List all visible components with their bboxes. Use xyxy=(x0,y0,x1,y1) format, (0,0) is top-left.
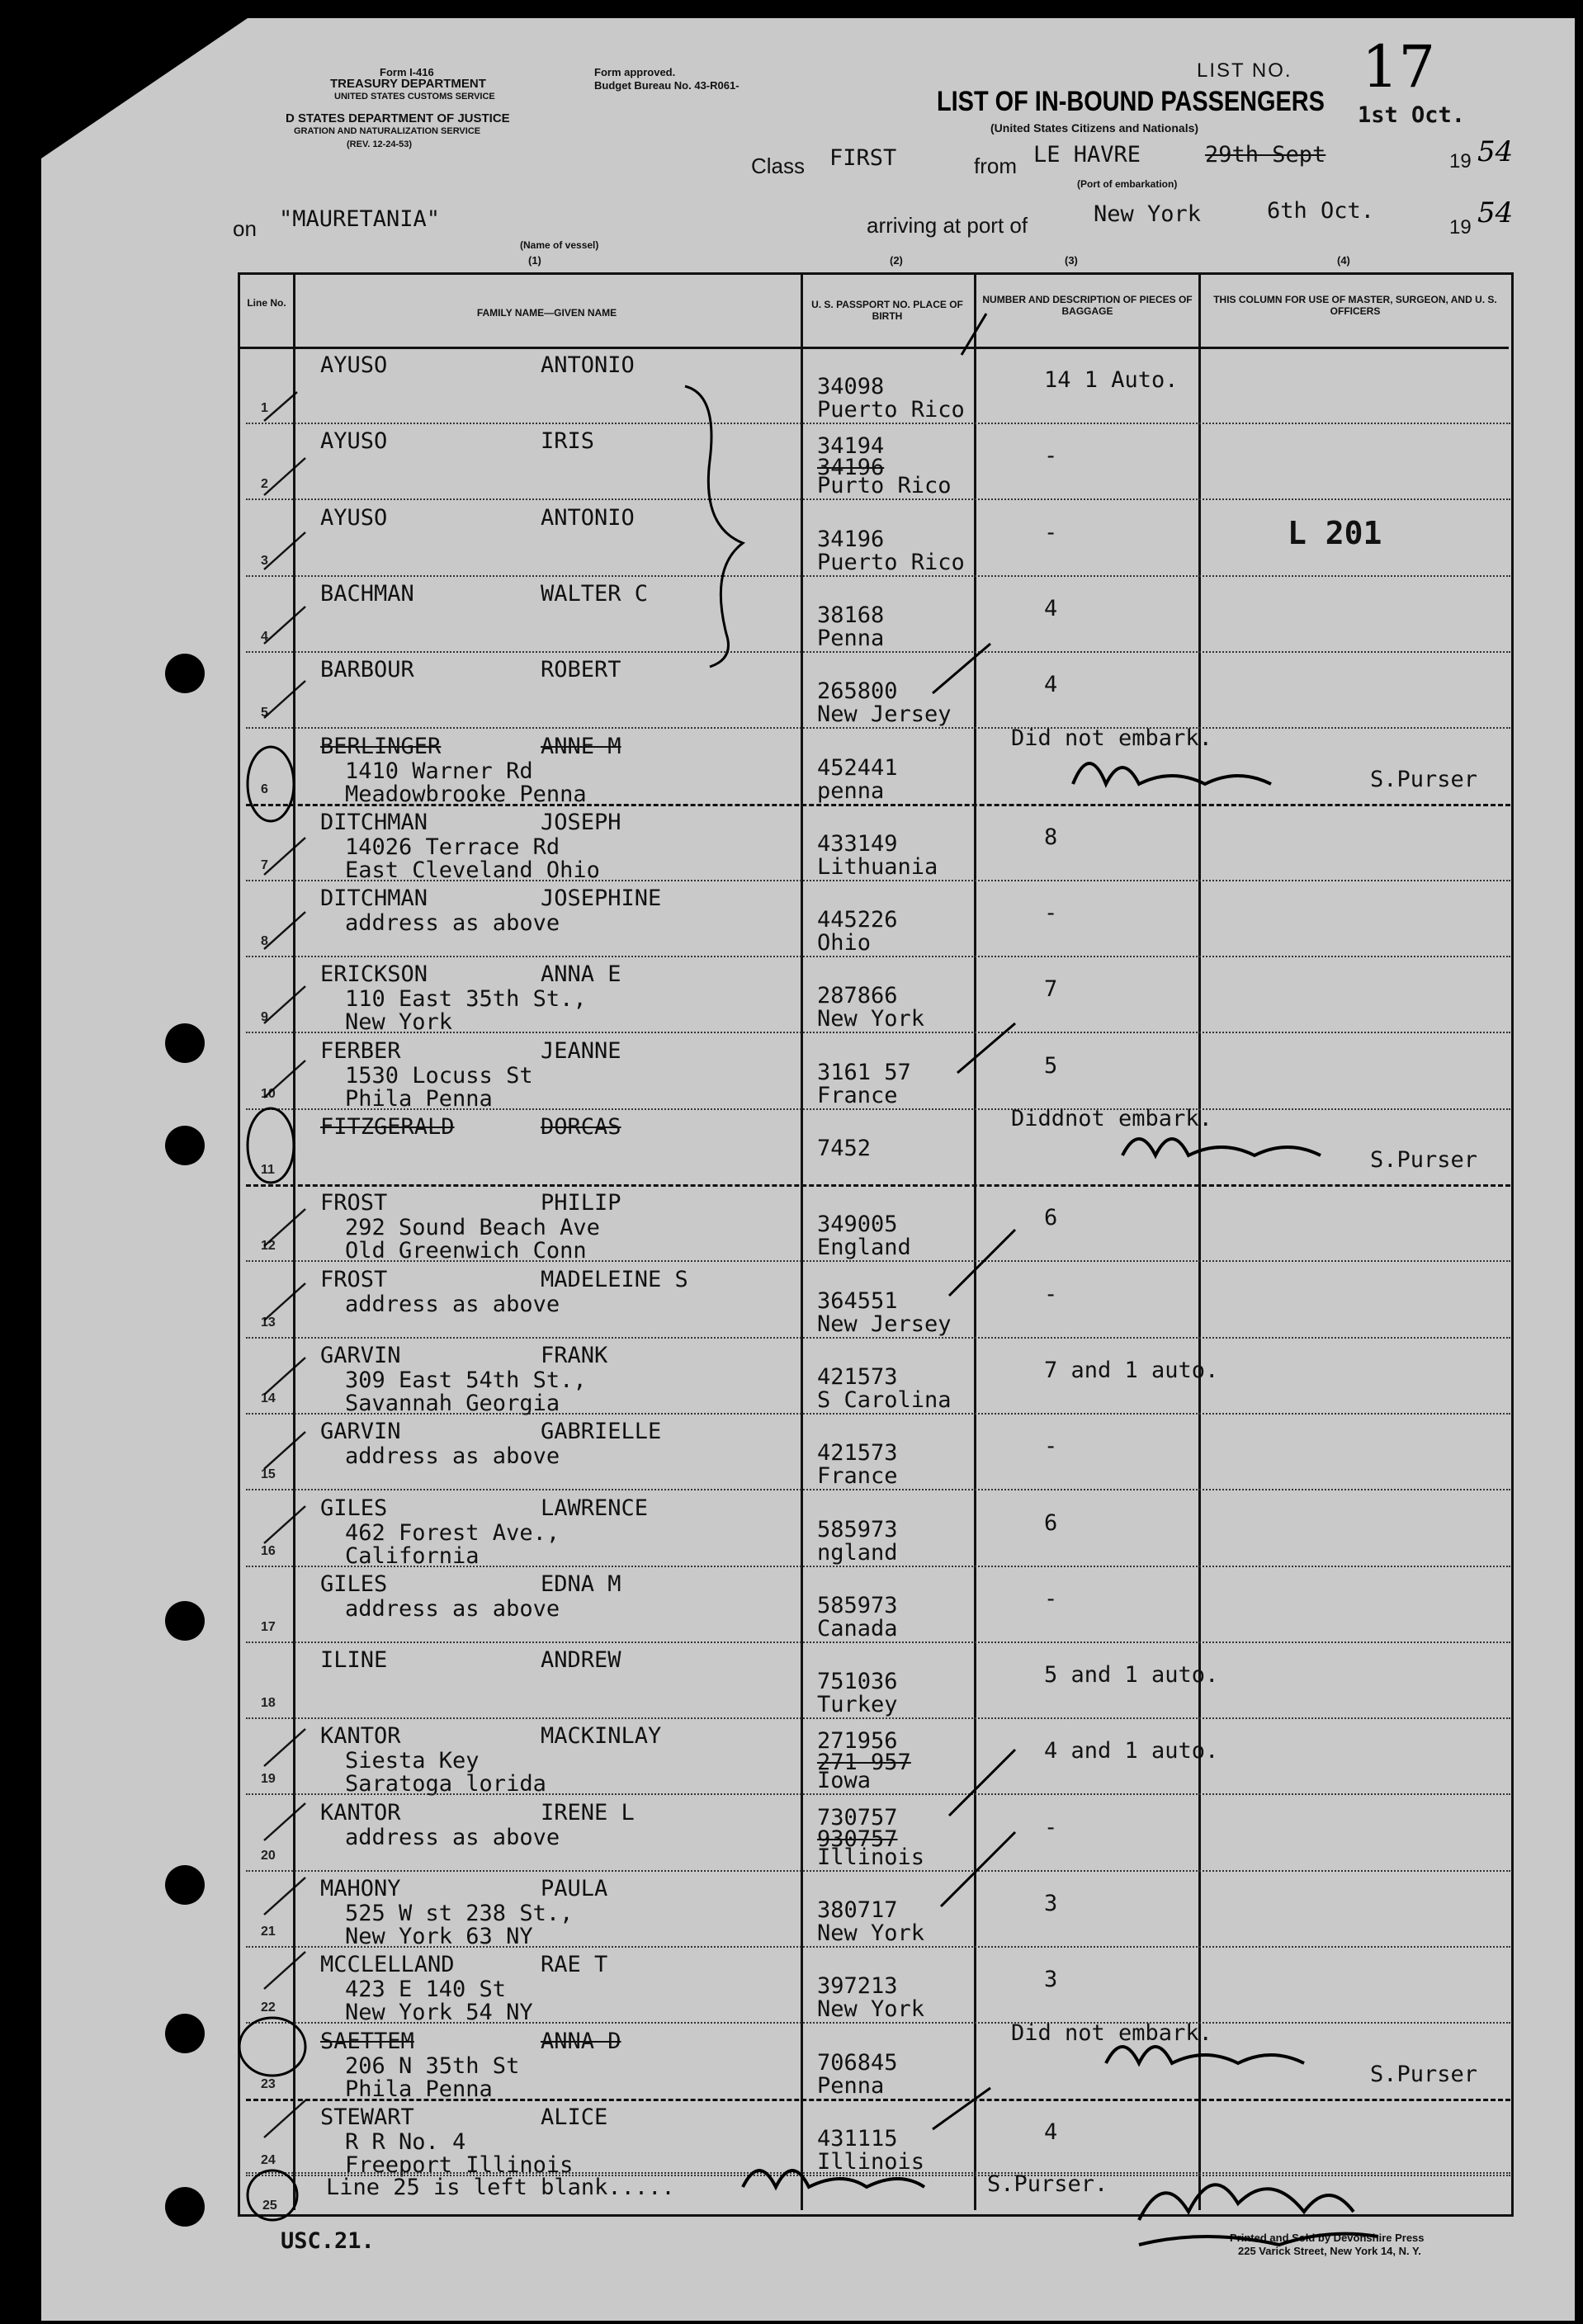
passport-number: 38168 xyxy=(817,602,885,628)
line-number: 1 xyxy=(261,401,268,415)
arrival-date: 6th Oct. xyxy=(1267,198,1375,224)
passport-number: 287866 xyxy=(817,983,898,1008)
address-line-1: 206 N 35th St xyxy=(345,2053,520,2079)
birth-place: England xyxy=(817,1235,911,1260)
arrival-year-handwritten: 54 xyxy=(1477,196,1514,229)
given-name: ANNA E xyxy=(541,961,621,987)
baggage: 4 xyxy=(1044,2119,1058,2145)
family-name: FROST xyxy=(320,1267,388,1292)
passport-number-alt: 271 957 xyxy=(817,1750,911,1775)
embarkation-date-struck: 29th Sept xyxy=(1205,142,1326,168)
line-number: 21 xyxy=(261,1925,276,1939)
given-name: ANDREW xyxy=(541,1647,621,1673)
given-name: LAWRENCE xyxy=(541,1495,649,1521)
family-name: BACHMAN xyxy=(320,581,414,607)
pen-stroke xyxy=(264,1729,305,1766)
tick-mark xyxy=(933,644,990,693)
family-name: STEWART xyxy=(320,2104,414,2130)
circle-mark xyxy=(239,2018,305,2076)
passport-number: 34194 xyxy=(817,433,885,459)
embarkation-port: LE HAVRE xyxy=(1033,142,1141,168)
family-name: GARVIN xyxy=(320,1419,401,1444)
passport-number: 421573 xyxy=(817,1440,898,1466)
pen-stroke xyxy=(264,1432,305,1469)
baggage: 3 xyxy=(1044,1967,1058,1992)
arriving-label: arriving at port of xyxy=(867,213,1028,238)
birth-place: Ohio xyxy=(817,930,872,956)
line-number: 16 xyxy=(261,1544,276,1558)
given-name: MACKINLAY xyxy=(541,1723,662,1749)
line-number: 14 xyxy=(261,1391,276,1405)
given-name: ANNE M xyxy=(541,734,621,759)
family-name: FITZGERALD xyxy=(320,1114,455,1140)
baggage: 3 xyxy=(1044,1891,1058,1916)
address-line-1: Siesta Key xyxy=(345,1748,480,1774)
family-name: FROST xyxy=(320,1190,388,1216)
circle-mark xyxy=(248,747,294,821)
address-line-1: 462 Forest Ave., xyxy=(345,1520,560,1546)
birth-place: Penna xyxy=(817,2073,885,2099)
tick-mark xyxy=(949,1230,1015,1296)
line-number: 2 xyxy=(261,477,268,491)
signature-scribble xyxy=(1073,763,1271,784)
address-line-1: 309 East 54th St., xyxy=(345,1367,587,1393)
baggage: 7 and 1 auto. xyxy=(1044,1358,1219,1383)
line-number: 5 xyxy=(261,706,268,720)
pen-stroke xyxy=(264,912,305,949)
tick-mark xyxy=(962,314,986,355)
baggage: Did not embark. xyxy=(1011,725,1212,751)
pen-stroke xyxy=(264,1358,305,1395)
pen-stroke xyxy=(264,1506,305,1543)
baggage: 4 and 1 auto. xyxy=(1044,1738,1219,1764)
line-number: 15 xyxy=(261,1467,276,1481)
passport-number: 34098 xyxy=(817,374,885,399)
family-name: KANTOR xyxy=(320,1800,401,1826)
family-name: BERLINGER xyxy=(320,734,442,759)
line-number: 17 xyxy=(261,1620,276,1634)
pen-stroke xyxy=(264,392,297,421)
from-label: from xyxy=(974,154,1017,178)
family-name: ERICKSON xyxy=(320,961,428,987)
given-name: JOSEPHINE xyxy=(541,886,662,911)
given-name: GABRIELLE xyxy=(541,1419,662,1444)
line-number: 13 xyxy=(261,1316,276,1330)
family-name: BARBOUR xyxy=(320,657,414,683)
class-label: Class xyxy=(751,154,806,178)
birth-place: New York xyxy=(817,1006,925,1032)
officer-note: S.Purser xyxy=(1370,767,1478,792)
address-line-2: Phila Penna xyxy=(345,2076,493,2102)
address-line-2: East Cleveland Ohio xyxy=(345,857,600,883)
address-line-2: New York 54 NY xyxy=(345,2000,533,2025)
line-number: 4 xyxy=(261,630,268,644)
address-line-1: address as above xyxy=(345,1292,560,1317)
tick-mark xyxy=(957,1023,1015,1073)
treasury-dept: TREASURY DEPARTMENT xyxy=(330,77,486,91)
line-number: 24 xyxy=(261,2153,276,2167)
passport-number: 706845 xyxy=(817,2050,898,2076)
tick-mark xyxy=(933,2088,990,2129)
passport-number-alt: 930757 xyxy=(817,1826,898,1852)
line-number: 25 xyxy=(262,2199,277,2213)
baggage: 5 xyxy=(1044,1053,1058,1079)
baggage: 5 and 1 auto. xyxy=(1044,1662,1219,1688)
on-label: on xyxy=(233,216,257,241)
passport-number: 380717 xyxy=(817,1897,898,1923)
birth-place: penna xyxy=(817,778,885,804)
address-line-1: 292 Sound Beach Ave xyxy=(345,1215,600,1240)
year-handwritten: 54 xyxy=(1477,135,1514,168)
given-name: EDNA M xyxy=(541,1571,621,1597)
address-line-2: New York 63 NY xyxy=(345,1924,533,1949)
arrival-year-prefix: 19 xyxy=(1449,216,1472,239)
passport-number: 265800 xyxy=(817,678,898,704)
pen-stroke xyxy=(264,458,305,495)
birth-place: France xyxy=(817,1463,898,1489)
given-name: ALICE xyxy=(541,2104,608,2130)
port-caption: (Port of embarkation) xyxy=(1077,178,1178,190)
baggage: - xyxy=(1044,1282,1058,1307)
family-name: MCCLELLAND xyxy=(320,1952,455,1977)
address-line-1: address as above xyxy=(345,1443,560,1469)
passport-number: 421573 xyxy=(817,1364,898,1390)
line25-purser: S.Purser. xyxy=(987,2171,1108,2197)
line-number: 9 xyxy=(261,1010,268,1024)
address-line-1: 14026 Terrace Rd xyxy=(345,834,560,860)
birth-place: Puerto Rico xyxy=(817,550,965,575)
class-value: FIRST xyxy=(829,145,897,171)
passport-number: 751036 xyxy=(817,1669,898,1694)
address-line-2: Saratoga lorida xyxy=(345,1771,546,1797)
list-subtitle: (United States Citizens and Nationals) xyxy=(990,121,1199,135)
passport-number: 364551 xyxy=(817,1288,898,1314)
birth-place: New Jersey xyxy=(817,1311,952,1337)
address-line-1: address as above xyxy=(345,910,560,936)
birth-place: Purto Rico xyxy=(817,473,952,498)
address-line-1: 1530 Locuss St xyxy=(345,1063,533,1089)
list-number: 17 xyxy=(1362,33,1436,101)
birth-place: Illinois xyxy=(817,1845,925,1870)
line-number: 12 xyxy=(261,1239,276,1253)
given-name: RAE T xyxy=(541,1952,608,1977)
passport-number: 585973 xyxy=(817,1517,898,1542)
given-name: IRIS xyxy=(541,428,595,454)
list-title: LIST OF IN-BOUND PASSENGERS xyxy=(937,86,1325,117)
col-header-passport: U. S. PASSPORT NO. PLACE OF BIRTH xyxy=(811,299,963,322)
passport-number: 3161 57 xyxy=(817,1060,911,1085)
birth-place: Penna xyxy=(817,626,885,651)
address-line-1: address as above xyxy=(345,1596,560,1622)
address-line-1: R R No. 4 xyxy=(345,2129,466,2155)
form-revision: (REV. 12-24-53) xyxy=(347,139,413,149)
passport-number: 730757 xyxy=(817,1805,898,1830)
baggage: - xyxy=(1044,443,1058,469)
justice-dept: D STATES DEPARTMENT OF JUSTICE xyxy=(286,111,510,125)
given-name: ANTONIO xyxy=(541,352,635,378)
pen-stroke xyxy=(264,2100,305,2137)
col-num-4: (4) xyxy=(1337,254,1350,267)
col-header-line-no: Line No. xyxy=(247,297,286,309)
passport-number: 271956 xyxy=(817,1728,898,1754)
family-name: AYUSO xyxy=(320,505,388,531)
birth-place: France xyxy=(817,1083,898,1108)
baggage: Diddnot embark. xyxy=(1011,1106,1212,1131)
birth-place: New Jersey xyxy=(817,701,952,727)
form-approved: Form approved. xyxy=(594,66,676,78)
birth-place: Iowa xyxy=(817,1768,872,1793)
given-name: DORCAS xyxy=(541,1114,621,1140)
birth-place: S Carolina xyxy=(817,1387,952,1413)
signature-scribble xyxy=(743,2170,924,2187)
tick-mark xyxy=(949,1750,1015,1816)
family-name: GILES xyxy=(320,1571,388,1597)
col-header-baggage: NUMBER AND DESCRIPTION OF PIECES OF BAGGAGE xyxy=(982,294,1193,317)
pen-stroke xyxy=(264,681,305,718)
col-num-3: (3) xyxy=(1065,254,1078,267)
pen-stroke xyxy=(264,1060,305,1098)
given-name: PAULA xyxy=(541,1876,608,1901)
baggage: - xyxy=(1044,1815,1058,1840)
pen-stroke xyxy=(264,838,305,875)
line-number: 19 xyxy=(261,1772,276,1786)
officer-note: S.Purser xyxy=(1370,2062,1478,2087)
col-num-1: (1) xyxy=(528,254,541,267)
date-top: 1st Oct. xyxy=(1358,102,1466,128)
birth-place: Lithuania xyxy=(817,854,938,880)
baggage: 8 xyxy=(1044,824,1058,850)
address-line-1: 1410 Warner Rd xyxy=(345,758,533,784)
birth-place: Illinois xyxy=(817,2149,925,2175)
budget-bureau: Budget Bureau No. 43-R061- xyxy=(594,79,740,92)
baggage: 4 xyxy=(1044,596,1058,621)
line-number: 7 xyxy=(261,858,268,872)
address-line-2: New York xyxy=(345,1009,453,1035)
given-name: ANTONIO xyxy=(541,505,635,531)
bracket-mark xyxy=(685,386,743,667)
pen-stroke xyxy=(264,607,305,644)
address-line-1: 525 W st 238 St., xyxy=(345,1901,574,1926)
baggage: 7 xyxy=(1044,976,1058,1002)
family-name: SAETTEM xyxy=(320,2029,414,2054)
col-num-2: (2) xyxy=(890,254,903,267)
passport-number: 433149 xyxy=(817,831,898,857)
baggage: 14 1 Auto. xyxy=(1044,367,1179,393)
family-name: AYUSO xyxy=(320,428,388,454)
family-name: DITCHMAN xyxy=(320,810,428,835)
baggage: 6 xyxy=(1044,1510,1058,1536)
pen-stroke xyxy=(264,1283,305,1320)
birth-place: New York xyxy=(817,1996,925,2022)
passport-number: 7452 xyxy=(817,1136,872,1161)
address-line-2: Savannah Georgia xyxy=(345,1391,560,1416)
given-name: WALTER C xyxy=(541,581,649,607)
officer-signature xyxy=(1139,2185,1378,2245)
family-name: ILINE xyxy=(320,1647,388,1673)
signature-scribble xyxy=(1106,2047,1304,2063)
baggage: - xyxy=(1044,1434,1058,1459)
form-number: Form I-416 xyxy=(380,66,434,78)
given-name: PHILIP xyxy=(541,1190,621,1216)
given-name: ANNA D xyxy=(541,2029,621,2054)
address-line-1: 423 E 140 St xyxy=(345,1977,507,2002)
baggage: Did not embark. xyxy=(1011,2020,1212,2046)
pen-stroke xyxy=(264,532,305,569)
baggage: - xyxy=(1044,1586,1058,1612)
line-number: 6 xyxy=(261,782,268,796)
birth-place: New York xyxy=(817,1920,925,1946)
col-header-officers: THIS COLUMN FOR USE OF MASTER, SURGEON, AND U. S. OFFICERS xyxy=(1213,294,1497,317)
address-line-2: Freeport Illinois xyxy=(345,2152,574,2178)
address-line-2: Phila Penna xyxy=(345,1086,493,1112)
naturalization-service: GRATION AND NATURALIZATION SERVICE xyxy=(294,126,481,136)
customs-service: UNITED STATES CUSTOMS SERVICE xyxy=(334,92,495,102)
birth-place: ngland xyxy=(817,1540,898,1566)
baggage: 6 xyxy=(1044,1205,1058,1230)
baggage: 4 xyxy=(1044,672,1058,697)
line-number: 18 xyxy=(261,1696,276,1710)
passport-number: 445226 xyxy=(817,907,898,933)
address-line-1: 110 East 35th St., xyxy=(345,986,587,1012)
address-line-2: Meadowbrooke Penna xyxy=(345,782,587,807)
line-number: 10 xyxy=(261,1087,276,1101)
passport-number: 431115 xyxy=(817,2126,898,2152)
pen-stroke xyxy=(264,1878,305,1915)
address-line-1: address as above xyxy=(345,1825,560,1850)
circle-mark xyxy=(248,1108,294,1183)
family-name: KANTOR xyxy=(320,1723,401,1749)
arrival-port: New York xyxy=(1094,201,1202,227)
line-number: 22 xyxy=(261,2000,276,2015)
line-number: 11 xyxy=(261,1163,275,1177)
given-name: IRENE L xyxy=(541,1800,635,1826)
given-name: JEANNE xyxy=(541,1038,621,1064)
baggage: - xyxy=(1044,900,1058,926)
line-number: 23 xyxy=(261,2077,276,2091)
passport-number: 397213 xyxy=(817,1973,898,1999)
line-number: 3 xyxy=(261,554,268,568)
family-name: GILES xyxy=(320,1495,388,1521)
passport-number-alt: 34196 xyxy=(817,455,885,480)
line-number: 20 xyxy=(261,1849,276,1863)
tick-mark xyxy=(941,1832,1015,1906)
birth-place: Puerto Rico xyxy=(817,397,965,423)
footer-form-code: USC.21. xyxy=(281,2228,375,2254)
line-number: 8 xyxy=(261,934,268,948)
vessel-caption: (Name of vessel) xyxy=(520,239,599,251)
family-name: DITCHMAN xyxy=(320,886,428,911)
list-no-label: LIST NO. xyxy=(1197,59,1292,82)
passport-number: 349005 xyxy=(817,1212,898,1237)
officer-note: L 201 xyxy=(1288,515,1382,551)
passport-number: 585973 xyxy=(817,1593,898,1618)
pen-stroke xyxy=(264,986,305,1023)
address-line-2: California xyxy=(345,1543,480,1569)
family-name: FERBER xyxy=(320,1038,401,1064)
pen-stroke xyxy=(264,1952,305,1989)
given-name: ROBERT xyxy=(541,657,621,683)
family-name: AYUSO xyxy=(320,352,388,378)
signature-scribble xyxy=(1122,1139,1321,1155)
passport-number: 452441 xyxy=(817,755,898,781)
given-name: JOSEPH xyxy=(541,810,621,835)
given-name: MADELEINE S xyxy=(541,1267,688,1292)
pen-stroke xyxy=(264,1803,305,1840)
printer-address: 225 Varick Street, New York 14, N. Y. xyxy=(1238,2245,1421,2257)
pen-stroke xyxy=(264,1209,305,1246)
circle-mark xyxy=(248,2170,297,2220)
baggage: - xyxy=(1044,520,1058,546)
col-header-name: FAMILY NAME—GIVEN NAME xyxy=(476,307,617,319)
birth-place: Turkey xyxy=(817,1692,898,1717)
year-prefix: 19 xyxy=(1449,150,1472,172)
vessel-name: "MAURETANIA" xyxy=(279,206,441,232)
family-name: GARVIN xyxy=(320,1343,401,1368)
given-name: FRANK xyxy=(541,1343,608,1368)
printer-line: Printed and Sold by Devonshire Press xyxy=(1230,2232,1425,2244)
line25-note: Line 25 is left blank..... xyxy=(326,2175,675,2200)
address-line-2: Old Greenwich Conn xyxy=(345,1238,587,1264)
birth-place: Canada xyxy=(817,1616,898,1641)
passport-number: 34196 xyxy=(817,527,885,552)
officer-note: S.Purser xyxy=(1370,1147,1478,1173)
family-name: MAHONY xyxy=(320,1876,401,1901)
